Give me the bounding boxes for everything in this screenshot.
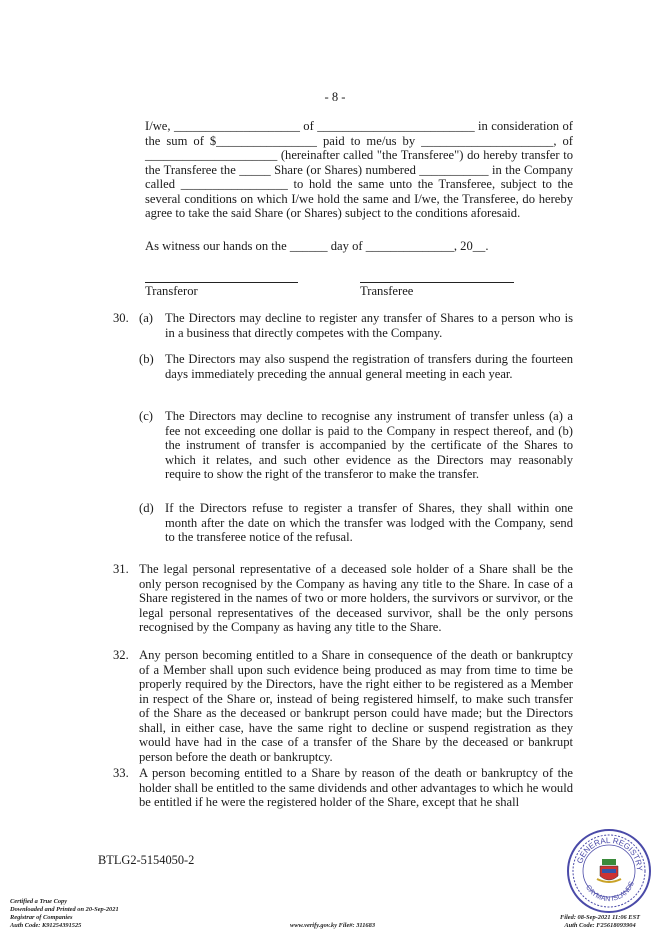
filed-date: Filed: 08-Sep-2021 11:06 EST	[559, 914, 641, 921]
clause-31-number: 31.	[113, 562, 129, 576]
clause-30a-text: The Directors may decline to register any transfer of Shares to a person who is in a business that directly competes with the Company.	[165, 311, 573, 340]
document-reference: BTLG2-5154050-2	[98, 853, 195, 867]
registrar-text: Registrar of Companies	[10, 914, 73, 921]
transferor-label: Transferor	[145, 284, 198, 298]
clause-33-text: A person becoming entitled to a Share by reason of the death or bankruptcy of the holder shall be entitled to the same dividends and other advantages to which he would be entitled if he were the registered holder of the Share, except that he shall	[139, 766, 573, 809]
clause-30b-text: The Directors may also suspend the registration of transfers during the fourteen days immediately preceding the annual general meeting in each year.	[165, 352, 573, 381]
clause-30d-text: If the Directors refuse to register a transfer of Shares, they shall within one month after the date on which the transfer was lodged with the Company, send to the transferee notice of the refusal.	[165, 501, 573, 544]
clause-30c-text: The Directors may decline to recognise any instrument of transfer unless (a) a fee not exceeding one dollar is paid to the Company in respect thereof, and (b) the instrument of transfer is accompanied by the certificate of the Shares to which it relates, and such other evidence as the Directors may reasonably require to show the right of the transferor to make the transfer.	[165, 409, 573, 481]
clause-33-number: 33.	[113, 766, 129, 780]
registry-seal-icon	[567, 829, 651, 913]
transferee-label: Transferee	[360, 284, 414, 298]
svg-text:CAYMAN ISLANDS: CAYMAN ISLANDS	[584, 880, 636, 904]
clause-30a-label: (a)	[139, 311, 153, 325]
clause-31-text: The legal personal representative of a deceased sole holder of a Share shall be the only person recognised by the Company as having any title to the Share. In case of a Share registered in the names of two or more holders, the survivors or survivor, or the legal personal representatives of the deceased survivor, shall be the only persons recognised by the Company as having any title to the Share.	[139, 562, 573, 634]
downloaded-text: Downloaded and Printed on 20-Sep-2021	[10, 906, 119, 913]
transferor-signature-line	[145, 282, 298, 283]
clause-30-number: 30.	[113, 311, 129, 325]
svg-text:GENERAL REGISTRY: GENERAL REGISTRY	[575, 835, 645, 872]
clause-30d-label: (d)	[139, 501, 154, 515]
clause-32-number: 32.	[113, 648, 129, 662]
auth-code-right: Auth Code: F25618093904	[564, 922, 636, 929]
certification-block	[10, 898, 119, 930]
filing-block	[540, 914, 660, 930]
verify-link[interactable]: www.verify.gov.ky File#: 311683	[290, 922, 376, 929]
clause-30b-label: (b)	[139, 352, 154, 366]
transfer-form-body: I/we, ____________________ of _________________________ in consideration of the sum of $________________ paid to me/us by _____________________, of _____________________ (hereinafter called "the Transferee") do hereby transfer to the Transferee the _____ Share (or Shares) numbered ___________ in the Company called _________________ to hold the same unto the Transferee, subject to the several conditions on which I/we hold the same and I/we, the Transferee, do hereby agree to take the said Share (or Shares) subject to the conditions aforesaid.	[145, 119, 573, 220]
clause-30c-label: (c)	[139, 409, 153, 423]
clause-32-text: Any person becoming entitled to a Share in consequence of the death or bankruptcy of a Member shall upon such evidence being produced as may from time to time be properly required by the Directors, have the right either to be registered as a Member in respect of the Share or, instead of being registered himself, to make such transfer of the Share as the deceased or bankrupt person could have made; but the Directors shall, in either case, have the same right to decline or suspend registration as they would have had in the case of a transfer of the Share by the deceased or bankrupt person before the death or bankruptcy.	[139, 648, 573, 764]
certified-text: Certified a True Copy	[10, 898, 68, 905]
page-number: - 8 -	[324, 90, 346, 104]
witness-line: As witness our hands on the ______ day of ______________, 20__.	[145, 239, 489, 253]
auth-code-left: Auth Code: K91254391525	[10, 922, 82, 929]
transferee-signature-line	[360, 282, 514, 283]
